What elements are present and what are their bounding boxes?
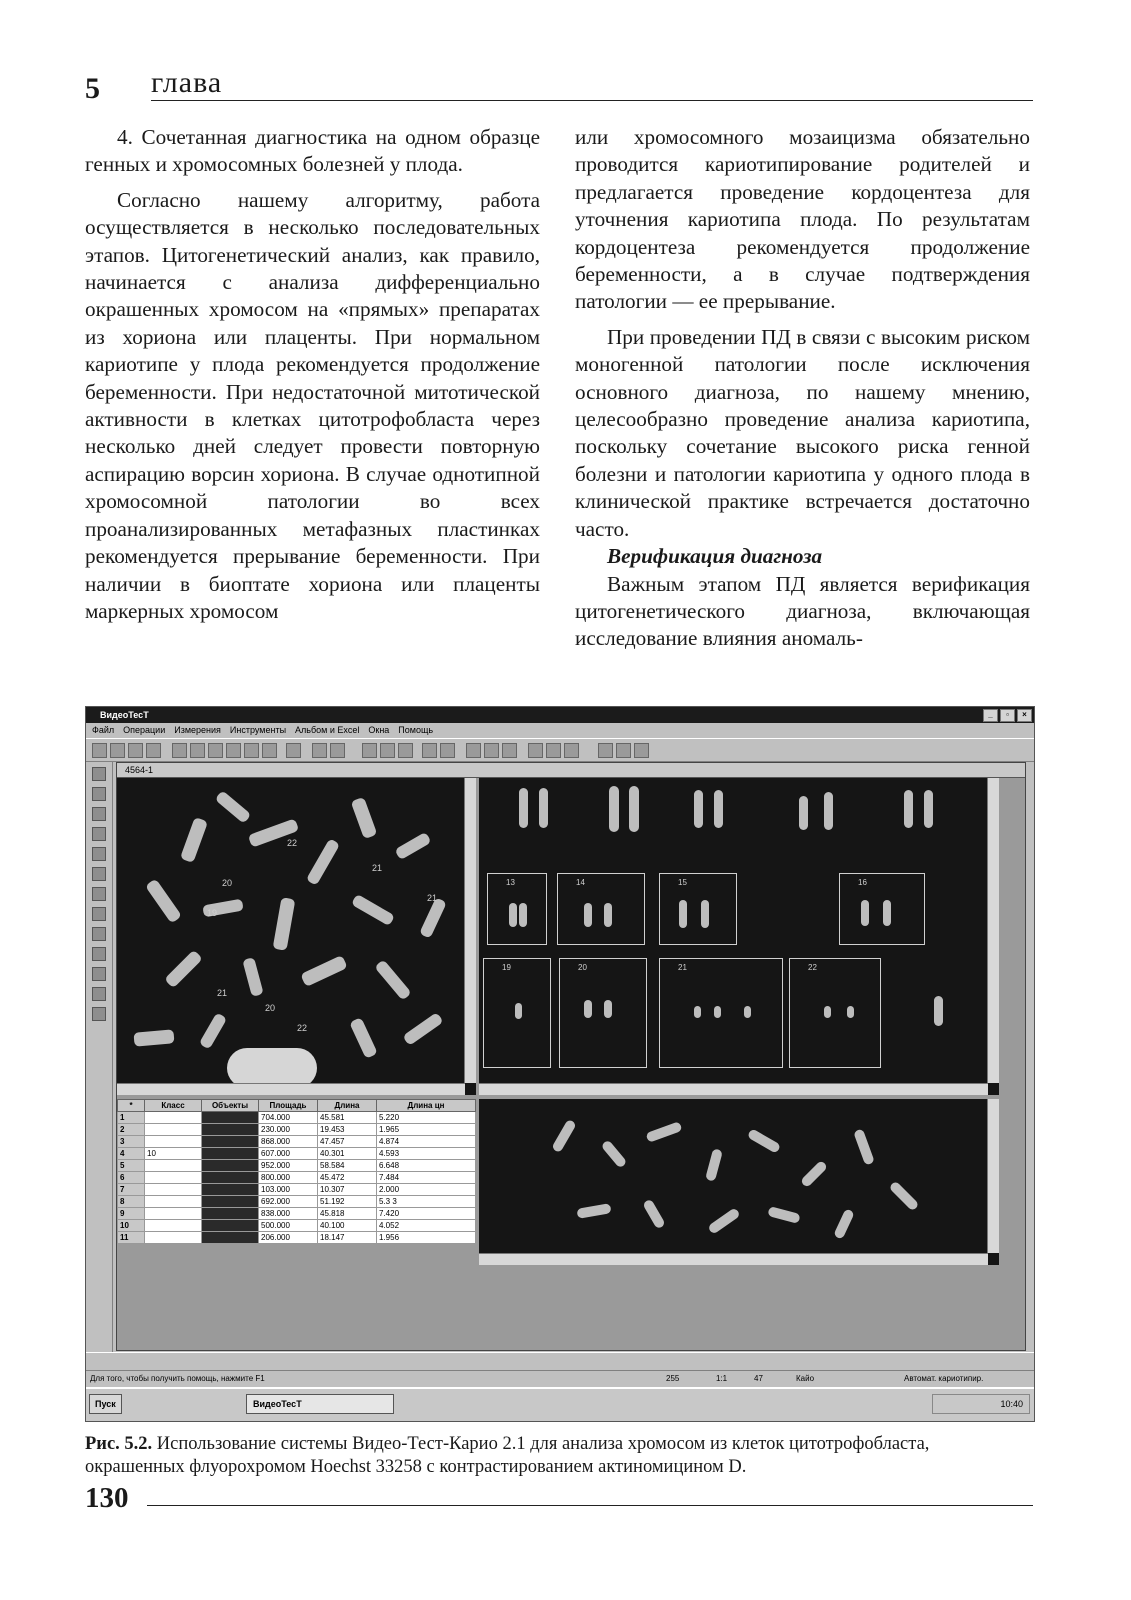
status-value: 1:1: [716, 1374, 728, 1383]
chromosome[interactable]: [679, 900, 687, 928]
paragraph: Важным этапом ПД является верификация цитогенетического диагноза, включающая исследование влияния аномаль-: [575, 571, 1030, 651]
col-header[interactable]: Площадь: [259, 1100, 318, 1112]
chromosome[interactable]: [604, 903, 612, 927]
chromosome-label: 20: [265, 1003, 276, 1013]
chromosome[interactable]: [799, 796, 808, 830]
chromosome[interactable]: [349, 1017, 378, 1059]
clock: 10:40: [1000, 1399, 1023, 1409]
object-thumbnail: [202, 1196, 259, 1208]
menu-bar: [86, 723, 1034, 738]
col-header[interactable]: Объекты: [202, 1100, 259, 1112]
status-bar: [86, 1370, 1034, 1387]
menu-album-excel[interactable]: Альбом и Excel: [295, 725, 360, 735]
redo-icon[interactable]: [330, 743, 345, 758]
object-thumbnail: [202, 1208, 259, 1220]
status-value: 47: [754, 1374, 763, 1383]
erase-tool-icon[interactable]: [92, 967, 106, 981]
chromosome[interactable]: [824, 1006, 831, 1018]
chromosome[interactable]: [402, 1012, 443, 1046]
chromosome[interactable]: [904, 790, 913, 828]
object-thumbnail: [202, 1232, 259, 1244]
page-number: 130: [85, 1482, 129, 1514]
chromosome[interactable]: [707, 1207, 741, 1235]
chromosome[interactable]: [306, 838, 340, 886]
menu-tools[interactable]: Инструменты: [229, 725, 287, 735]
chromosome[interactable]: [164, 950, 203, 989]
chromosome[interactable]: [509, 903, 517, 927]
running-header: [85, 64, 1033, 104]
karyo-label: 16: [858, 878, 867, 887]
paragraph: При проведении ПД в связи с высоким риском моногенной патологии после исключения основного диагноза, по нашему мнению, целесообразно проведение анализа кариотипа, поскольку сочетание высокого риска генной болезни и патологии кариотипа у одного плода в клинической практике встречается достаточно часто.: [575, 324, 1030, 541]
object-thumbnail: [202, 1172, 259, 1184]
chromosome[interactable]: [215, 790, 252, 824]
chromosome[interactable]: [888, 1180, 919, 1211]
chromosome[interactable]: [604, 1000, 612, 1018]
chromosome[interactable]: [351, 894, 395, 926]
open-file-icon[interactable]: [128, 743, 143, 758]
maximize-button[interactable]: ▫: [1000, 709, 1015, 722]
chromosome[interactable]: [701, 900, 709, 928]
app-titlebar: [86, 707, 1034, 723]
rotate-tool-icon[interactable]: [92, 907, 106, 921]
chromosome[interactable]: [934, 996, 943, 1026]
karyo-label: 21: [678, 963, 687, 972]
chapter-number: 5: [85, 72, 100, 105]
copy-image-icon[interactable]: [362, 743, 377, 758]
select-tool-icon[interactable]: [92, 743, 107, 758]
karyo-label: 13: [506, 878, 515, 887]
metaphase-image[interactable]: [117, 778, 476, 1095]
object-thumbnail: [202, 1124, 259, 1136]
fill-tool-icon[interactable]: [92, 867, 106, 881]
chromosome[interactable]: [515, 1003, 522, 1019]
right-column: [575, 124, 1030, 653]
help-icon[interactable]: [564, 743, 579, 758]
interphase-nucleus: [227, 1048, 317, 1088]
col-header[interactable]: Длина: [318, 1100, 377, 1112]
software-screenshot: [85, 706, 1035, 1422]
palette-icon[interactable]: [634, 743, 649, 758]
table-row[interactable]: 8 692.000 51.192 5.3 3: [118, 1196, 476, 1208]
zoom-out-icon[interactable]: [440, 743, 455, 758]
status-mode: Автомат. кариотипир.: [904, 1374, 984, 1383]
left-column: [85, 124, 540, 625]
paste-icon[interactable]: [208, 743, 223, 758]
brush-icon[interactable]: [616, 743, 631, 758]
karyo-label: 19: [502, 963, 511, 972]
footer-rule: [147, 1505, 1033, 1506]
chromosome-label: 19: [207, 908, 218, 918]
chromosome[interactable]: [419, 897, 447, 938]
chromosome[interactable]: [519, 903, 527, 927]
horizontal-scrollbar[interactable]: [479, 1083, 988, 1095]
table-row[interactable]: 11 206.000 18.147 1.956: [118, 1232, 476, 1244]
chromosome-label: 20: [222, 878, 233, 888]
karyotype-icon[interactable]: [484, 743, 499, 758]
vertical-scrollbar[interactable]: [464, 778, 476, 1083]
chromosome[interactable]: [539, 788, 548, 828]
camera-icon[interactable]: [286, 743, 301, 758]
chromosome[interactable]: [351, 797, 378, 839]
figure-caption: [85, 1433, 1033, 1479]
save-icon[interactable]: [146, 743, 161, 758]
caption-text: Использование системы Видео-Тест-Карио 2.1 для анализа хромосом из клеток цитотрофобласта, окрашенных флуорохромом Hoechst 33258 с контрастированием актиномицином D.: [85, 1434, 930, 1477]
chromosome[interactable]: [694, 790, 703, 828]
object-thumbnail: [202, 1220, 259, 1232]
table-row[interactable]: 10 500.000 40.100 4.052: [118, 1220, 476, 1232]
table-row[interactable]: 9 838.000 45.818 7.420: [118, 1208, 476, 1220]
chromosome[interactable]: [551, 1119, 577, 1153]
chromosome[interactable]: [714, 1006, 721, 1018]
chromosome[interactable]: [374, 959, 411, 1000]
chromosome[interactable]: [824, 792, 833, 830]
merge-tool-icon[interactable]: [92, 927, 106, 941]
paste-image-icon[interactable]: [380, 743, 395, 758]
karyo-slot-14[interactable]: [557, 873, 645, 945]
taskbar-app-label: ВидеоТесТ: [253, 1399, 302, 1409]
col-header[interactable]: *: [118, 1100, 145, 1112]
ellipse-tool-icon[interactable]: [92, 807, 106, 821]
object-thumbnail: [202, 1148, 259, 1160]
chromosome[interactable]: [300, 955, 348, 987]
karyo-label: 22: [808, 963, 817, 972]
karyo-slot-15[interactable]: [659, 873, 737, 945]
bottom-toolbar: [86, 1352, 1034, 1369]
menu-windows[interactable]: Окна: [368, 725, 390, 735]
start-label: Пуск: [95, 1399, 116, 1409]
printer-icon[interactable]: [528, 743, 543, 758]
cut-tool-icon[interactable]: [92, 847, 106, 861]
paragraph: или хромосомного мозаицизма обязательно проводится кариотипирование родителей и предлагается проведение кордоцентеза для уточнения кариотипа плода. По результатам кордоцентеза рекомендуется продолжение беременности, а в случае подтверждения патологии — ее прерывание.: [575, 125, 1030, 314]
status-value: 255: [666, 1374, 680, 1383]
circle-tool-icon[interactable]: [92, 787, 106, 801]
col-header[interactable]: Класс: [145, 1100, 202, 1112]
karyo-slot-21[interactable]: [659, 958, 783, 1068]
menu-operations[interactable]: Операции: [123, 725, 166, 735]
chromosome[interactable]: [601, 1139, 628, 1168]
marker-tool-icon[interactable]: [92, 1007, 106, 1021]
line-tool-icon[interactable]: [92, 887, 106, 901]
chromosome[interactable]: [584, 1000, 592, 1018]
object-thumbnail: [202, 1184, 259, 1196]
menu-file[interactable]: Файл: [92, 725, 115, 735]
chromosome-label: 22: [297, 1023, 308, 1033]
cut-icon[interactable]: [172, 743, 187, 758]
chromosome[interactable]: [694, 1006, 701, 1018]
chromosome[interactable]: [705, 1148, 723, 1181]
chromosome[interactable]: [519, 788, 528, 828]
chromosome[interactable]: [744, 1006, 751, 1018]
object-thumbnail: [202, 1112, 259, 1124]
measurement-table: [117, 1099, 476, 1244]
chromosome[interactable]: [714, 790, 723, 828]
settings-icon[interactable]: [546, 743, 561, 758]
chromosome[interactable]: [861, 900, 869, 926]
karyo-label: 15: [678, 878, 687, 887]
menu-measurements[interactable]: Измерения: [174, 725, 221, 735]
table-row[interactable]: 7 103.000 10.307 2.000: [118, 1184, 476, 1196]
chromosome[interactable]: [584, 903, 592, 927]
star-tool-icon[interactable]: [92, 987, 106, 1001]
chromosome[interactable]: [883, 900, 891, 926]
split-tool-icon[interactable]: [92, 947, 106, 961]
chart-icon[interactable]: [502, 743, 517, 758]
col-header[interactable]: Длина цн: [377, 1100, 476, 1112]
header-rule: [151, 100, 1033, 101]
zoom-in-icon[interactable]: [422, 743, 437, 758]
table-row[interactable]: 6 800.000 45.472 7.484: [118, 1172, 476, 1184]
chapter-word: глава: [151, 66, 223, 99]
chromosome-label: 21: [427, 893, 438, 903]
chromosome[interactable]: [847, 1006, 854, 1018]
chromosome[interactable]: [924, 790, 933, 828]
measure-icon[interactable]: [466, 743, 481, 758]
chromosome[interactable]: [747, 1128, 781, 1154]
chromosome[interactable]: [133, 1029, 174, 1046]
pointer-icon[interactable]: [598, 743, 613, 758]
chromosome[interactable]: [645, 1121, 682, 1143]
chromosome[interactable]: [145, 878, 182, 923]
karyo-label: 14: [576, 878, 585, 887]
page-footer: [85, 1482, 1033, 1518]
document-window: [116, 762, 1026, 1351]
section-subheading: Верификация диагноза: [607, 544, 823, 569]
horizontal-scrollbar[interactable]: [479, 1253, 988, 1265]
undo-icon[interactable]: [312, 743, 327, 758]
new-file-icon[interactable]: [110, 743, 125, 758]
minimize-button[interactable]: _: [983, 709, 998, 722]
document-title: 4564-1: [125, 765, 154, 775]
copy-icon[interactable]: [190, 743, 205, 758]
chromosome[interactable]: [180, 817, 208, 863]
caption-label: Рис. 5.2.: [85, 1434, 153, 1454]
chromosome[interactable]: [853, 1128, 875, 1165]
chromosome[interactable]: [642, 1199, 666, 1230]
karyo-slot-13[interactable]: [487, 873, 547, 945]
chromosome[interactable]: [767, 1206, 800, 1224]
karyo-slot-20[interactable]: [559, 958, 647, 1068]
paragraph: Согласно нашему алгоритму, работа осуществляется в несколько последовательных этапов. Цитогенетический анализ, как правило, начинается с анализа дифференциально окрашенных хромосом на «прямых» препаратах из хориона или плаценты. При нормальном кариотипе у плода рекомендуется продолжение беременности. При недостаточной митотической активности в клетках цитотрофобласта через несколько дней следует провести повторную аспирацию ворсин хориона. В случае однотипной хромосомной патологии во всех проанализированных метафазных пластинках рекомендуется прерывание беременности. При наличии в биоптате хориона или плаценты маркерных хромосом: [85, 187, 540, 623]
karyo-slot-22[interactable]: [789, 958, 881, 1068]
metaphase-image-2[interactable]: [479, 1099, 999, 1265]
chromosome[interactable]: [629, 786, 639, 832]
object-thumbnail: [202, 1136, 259, 1148]
chromosome[interactable]: [576, 1203, 611, 1219]
grid-icon[interactable]: [226, 743, 241, 758]
taskbar-app-button[interactable]: [246, 1394, 394, 1414]
app-title: ВидеоТесТ: [100, 710, 149, 720]
vertical-scrollbar[interactable]: [987, 1099, 999, 1253]
taskbar: [86, 1387, 1034, 1421]
chromosome-label: 22: [287, 838, 298, 848]
chromosome-label: 21: [217, 988, 228, 998]
start-button[interactable]: [89, 1394, 122, 1414]
table-row[interactable]: 2 230.000 19.453 1.965: [118, 1124, 476, 1136]
system-tray: [932, 1394, 1030, 1414]
arrow-tool-icon[interactable]: [92, 767, 106, 781]
paragraph: 4. Сочетанная диагностика на одном образце генных и хромосомных болезней у плода.: [85, 125, 540, 177]
lasso-tool-icon[interactable]: [92, 827, 106, 841]
chromosome[interactable]: [394, 832, 431, 860]
object-thumbnail: [202, 1160, 259, 1172]
print-icon[interactable]: [262, 743, 277, 758]
vertical-scrollbar[interactable]: [987, 778, 999, 1083]
status-text: Для того, чтобы получить помощь, нажмите F1: [90, 1374, 265, 1383]
chromosome[interactable]: [273, 897, 296, 951]
chromosome[interactable]: [242, 957, 263, 997]
table-row[interactable]: 3 868.000 47.457 4.874: [118, 1136, 476, 1148]
karyo-label: 20: [578, 963, 587, 972]
side-toolbar: [86, 761, 113, 1353]
chromosome[interactable]: [833, 1208, 855, 1239]
toolbar: [86, 738, 1034, 762]
status-value: Кайо: [796, 1374, 815, 1383]
table-icon[interactable]: [244, 743, 259, 758]
table-row[interactable]: 5 952.000 58.584 6.648: [118, 1160, 476, 1172]
chromosome[interactable]: [800, 1160, 828, 1188]
close-button[interactable]: ×: [1017, 709, 1032, 722]
document-titlebar: [117, 763, 1025, 778]
karyo-slot-16[interactable]: [839, 873, 925, 945]
chromosome[interactable]: [199, 1012, 227, 1049]
menu-help[interactable]: Помощь: [398, 725, 434, 735]
chromosome[interactable]: [609, 786, 619, 832]
horizontal-scrollbar[interactable]: [117, 1083, 465, 1095]
lock-icon[interactable]: [398, 743, 413, 758]
chromosome-label: 21: [372, 863, 383, 873]
karyogram[interactable]: [479, 778, 999, 1095]
table-row[interactable]: 1 704.000 45.581 5.220: [118, 1112, 476, 1124]
table-row[interactable]: 4 10 607.000 40.301 4.593: [118, 1148, 476, 1160]
